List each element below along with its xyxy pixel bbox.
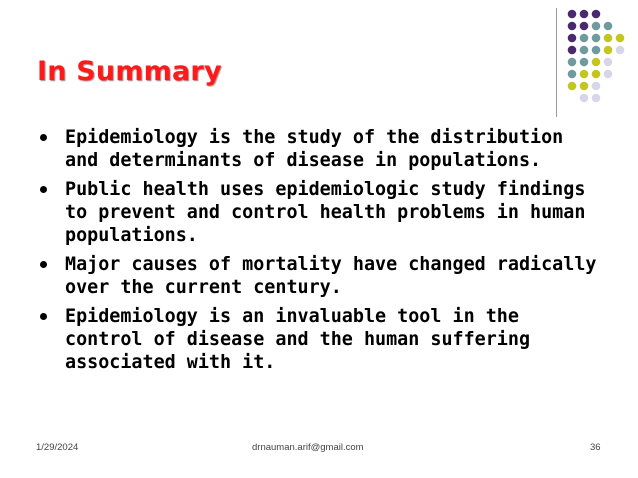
bullet-text: Public health uses epidemiologic study findings to prevent and control health problems in human populations.	[65, 179, 586, 246]
decor-dot	[604, 70, 613, 79]
decor-dot	[568, 70, 577, 79]
decor-dot	[592, 70, 601, 79]
vertical-divider	[556, 8, 557, 117]
bullet-item	[37, 178, 607, 247]
decor-dot	[568, 82, 577, 91]
decor-dot	[616, 46, 625, 55]
decor-dot	[592, 10, 601, 19]
bullet-text: Major causes of mortality have changed radically over the current century.	[65, 254, 597, 298]
decor-dot	[592, 82, 601, 91]
decor-dot	[604, 46, 613, 55]
decor-dot	[580, 82, 589, 91]
decor-dot	[604, 22, 613, 31]
slide-title: In Summary	[37, 56, 222, 87]
decor-dot	[592, 34, 601, 43]
decor-dot	[592, 94, 601, 103]
decor-dot	[604, 34, 613, 43]
bullet-item	[37, 253, 607, 299]
decor-dot	[592, 46, 601, 55]
bullet-item	[37, 126, 607, 172]
bullet-text: Epidemiology is the study of the distribution and determinants of disease in populations.	[65, 127, 564, 171]
decor-dot	[580, 70, 589, 79]
footer-date: 1/29/2024	[36, 442, 79, 453]
decor-dot	[568, 58, 577, 67]
footer-page-number: 36	[590, 442, 601, 453]
footer-email: drnauman.arif@gmail.com	[252, 442, 364, 453]
decor-dot	[616, 34, 625, 43]
decor-dot	[580, 58, 589, 67]
decor-dot	[580, 46, 589, 55]
bullet-text: Epidemiology is an invaluable tool in the control of disease and the human suffering associated with it.	[65, 306, 531, 373]
decor-dot	[580, 94, 589, 103]
bullet-dot-icon	[40, 313, 47, 320]
decor-dot	[568, 46, 577, 55]
decor-dot	[568, 34, 577, 43]
bullet-dot-icon	[40, 134, 47, 141]
decor-dot	[580, 22, 589, 31]
decor-dot	[580, 10, 589, 19]
bullet-dot-icon	[40, 186, 47, 193]
decor-dot	[580, 34, 589, 43]
decor-dot	[592, 22, 601, 31]
decor-dot	[568, 10, 577, 19]
bullet-item	[37, 305, 607, 374]
decor-dot	[592, 58, 601, 67]
decor-dot	[568, 22, 577, 31]
bullet-dot-icon	[40, 261, 47, 268]
bullet-list	[37, 126, 607, 380]
decor-dot	[604, 58, 613, 67]
